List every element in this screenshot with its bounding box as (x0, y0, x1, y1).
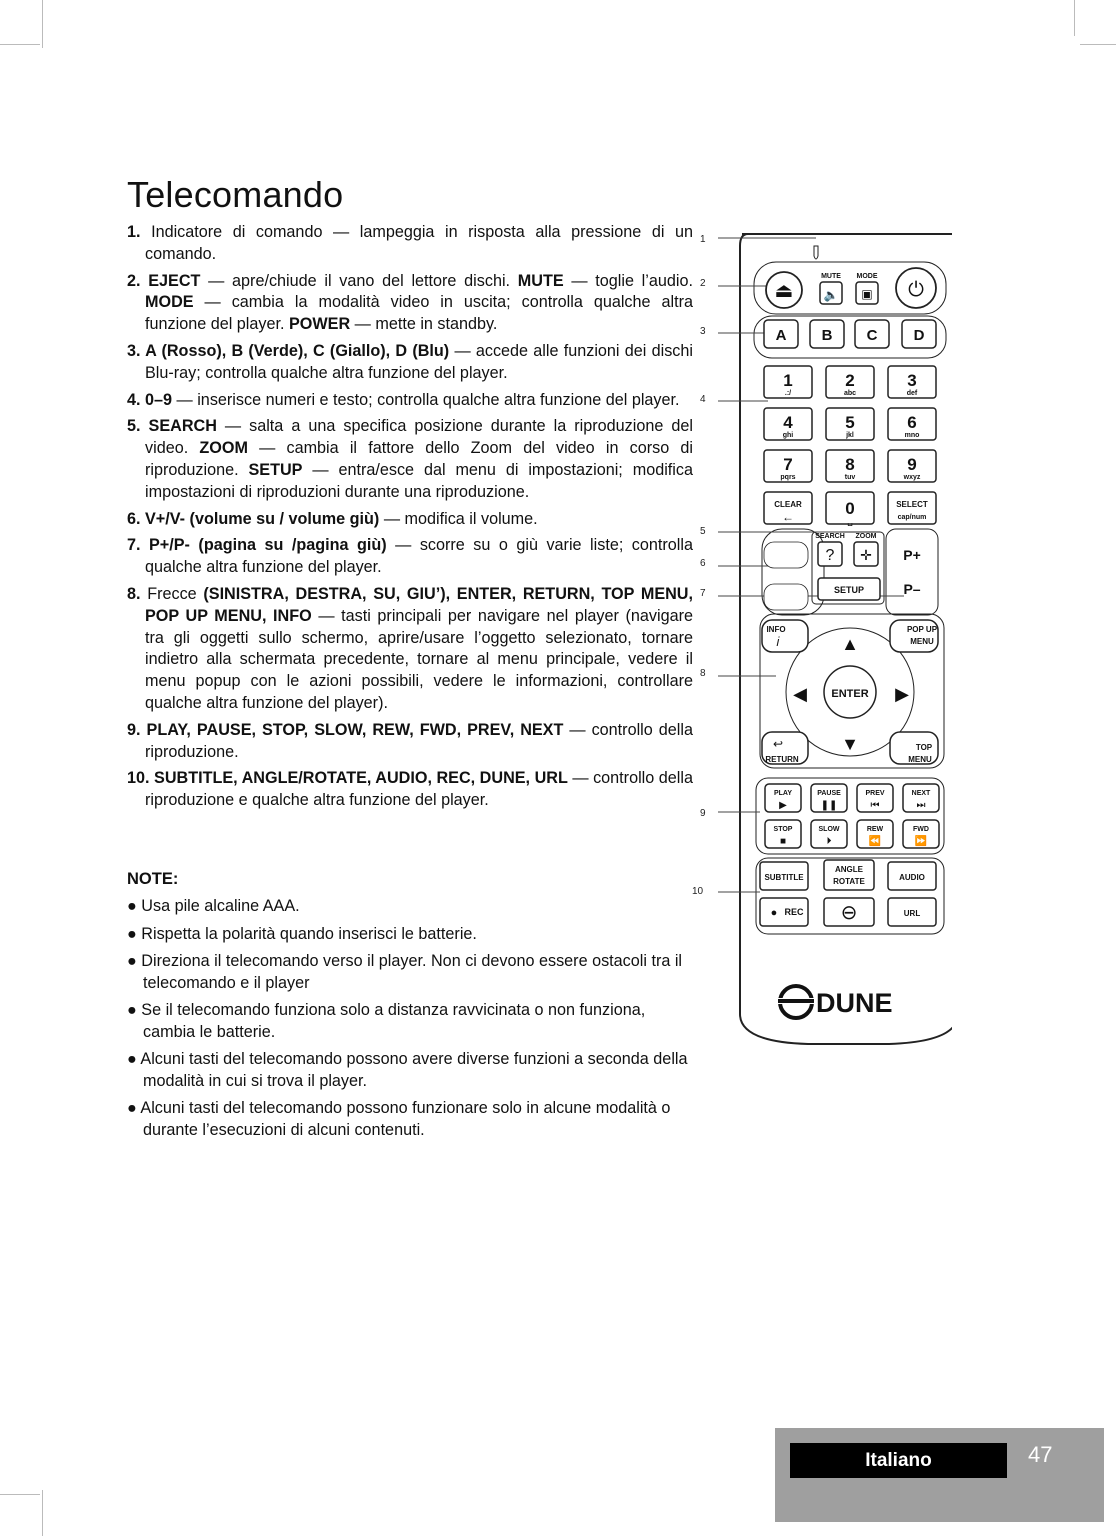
bullet-icon: ● (127, 1001, 142, 1019)
list-item (127, 720, 693, 764)
item-text: — entra/esce dal menu di impostazioni; modifica impostazioni di riproduzioni durante una riproduzione. (145, 460, 693, 501)
item-text: — tasti principali per navigare nel player (navigare tra gli oggetti sullo schermo, aprire/usare l’oggetto selezionato, tornare indietro alla schermata precedente, tornare al menu principale, vedere il menu popup con le azioni possibili, vedere le informazioni, controllare qualche altra funzione del player). (145, 606, 693, 712)
arrow-right-icon: ▶ (895, 684, 909, 704)
item-number: 3. (127, 341, 141, 360)
callout-number: 4 (700, 394, 706, 405)
return-label: RETURN (765, 755, 799, 764)
zoom-label: ZOOM (855, 533, 877, 540)
key-name: V+/V- (volume su / volume giù) (140, 509, 380, 528)
popup-label: POP UP (906, 625, 938, 634)
key-name: 0–9 (140, 390, 173, 409)
rew-icon: ⏪ (868, 836, 882, 847)
digit-label: 0 (845, 499, 855, 518)
digit-letters: ghi (782, 432, 794, 439)
dune-icon: ⊖ (840, 902, 858, 924)
callout-number: 10 (692, 886, 704, 897)
zoom-icon: ✛ (860, 547, 872, 563)
angle-label: ANGLE (835, 865, 863, 874)
setup-label: SETUP (833, 585, 865, 595)
item-text: — cambia il fattore dello Zoom del video in corso di riproduzione. (145, 439, 693, 479)
key-name: PLAY, PAUSE, STOP, SLOW, REW, FWD, PREV, NEXT (140, 720, 564, 739)
list-item (127, 584, 693, 715)
rec-icon: ● (770, 907, 778, 919)
notes-list (127, 896, 693, 1147)
item-text: — controllo della riproduzione e qualche altra funzione del player. (145, 769, 693, 810)
item-text: — scorre su o giù varie liste; controlla qualche altra funzione del player. (145, 536, 693, 577)
note-title: NOTE: (127, 870, 179, 888)
key-name: SETUP (248, 460, 303, 479)
rec-label: REC (784, 907, 804, 917)
indicator-icon (814, 246, 818, 259)
note-item (127, 1000, 693, 1043)
item-text: — modifica il volume. (379, 509, 538, 528)
play-label: PLAY (773, 790, 793, 797)
digit-letters: def (906, 390, 918, 397)
rotate-label: ROTATE (833, 877, 865, 886)
note-item (127, 924, 693, 946)
key-name: MUTE (517, 271, 564, 290)
info-label: INFO (766, 625, 786, 634)
select-label: SELECT (896, 500, 928, 509)
crop-mark (1074, 0, 1075, 36)
fwd-label: FWD (913, 826, 929, 833)
rew-label: REW (866, 826, 884, 833)
key-name: ZOOM (199, 439, 248, 458)
search-icon: ? (825, 547, 835, 564)
top-menu-label: MENU (908, 755, 932, 764)
digit-label: 1 (783, 371, 793, 390)
page-up-label: P+ (903, 547, 921, 563)
key-name: EJECT (140, 271, 201, 290)
item-number: 4. (127, 390, 141, 409)
digit-label: 5 (845, 413, 855, 432)
digit-letters: jkl (846, 432, 854, 439)
item-text: — inserisce numeri e testo; controlla qualche altra funzione del player. (172, 390, 680, 409)
item-text: — apre/chiude il vano del lettore dischi. (200, 271, 518, 290)
info-icon: 𝑖 (776, 634, 780, 649)
mute-icon: 🔈 (823, 288, 839, 302)
volume-up-button[interactable] (764, 542, 808, 568)
digit-letters: tuv (844, 474, 856, 481)
search-label: SEARCH (815, 533, 845, 540)
item-number: 10. (127, 769, 150, 788)
mode-label: MODE (856, 273, 878, 280)
item-text: — salta a una specifica posizione durante la riproduzione del video. (145, 417, 693, 458)
note-text: Rispetta la polarità quando inserisci le batterie. (141, 924, 477, 943)
clear-label: CLEAR (774, 500, 802, 509)
note-text: Se il telecomando funziona solo a distanza ravvicinata o non funziona, cambia le batterie. (141, 1001, 646, 1041)
item-number: 6. (127, 509, 141, 528)
next-label: NEXT (911, 790, 931, 797)
callout-number: 7 (700, 588, 706, 599)
callout-number: 1 (700, 234, 706, 245)
arrow-left-icon: ◀ (793, 684, 807, 704)
item-number: 9. (127, 720, 141, 739)
note-text: Alcuni tasti del telecomando possono funzionare solo in alcune modalità o durante l’esecuzioni di alcuni contenuti. (140, 1099, 671, 1139)
space-icon: ␣ (847, 516, 853, 526)
dune-logo-icon (776, 986, 816, 1018)
list-item (127, 509, 693, 531)
key-name: (SINISTRA, DESTRA, SU, GIU’), ENTER, RETURN, TOP MENU, POP UP MENU, INFO (145, 584, 693, 625)
key-name: SUBTITLE, ANGLE/ROTATE, AUDIO, REC, DUNE, URL (149, 769, 568, 788)
top-label: TOP (915, 743, 933, 752)
select-sublabel: cap/num (897, 514, 927, 521)
group-page (886, 529, 938, 615)
digit-letters: abc (843, 390, 857, 397)
note-text: Usa pile alcaline AAA. (141, 897, 300, 915)
volume-down-button[interactable] (764, 584, 808, 610)
note-text: Direziona il telecomando verso il player. Non ci devono essere ostacoli tra il telecomando e il player (141, 952, 683, 992)
bullet-icon: ● (127, 952, 142, 970)
color-key-label: D (913, 327, 925, 344)
bullet-icon: ● (127, 924, 142, 943)
digit-label: 6 (907, 413, 917, 432)
bullet-icon: ● (127, 1099, 141, 1117)
mute-label: MUTE (821, 273, 841, 280)
mode-icon: ▣ (861, 287, 873, 301)
stop-icon: ■ (779, 836, 787, 847)
audio-label: AUDIO (899, 873, 925, 882)
digit-letters: .:/ (784, 390, 792, 397)
list-item (127, 271, 693, 336)
arrow-down-icon: ▼ (841, 734, 859, 754)
crop-mark (1080, 44, 1116, 45)
digit-letters: pqrs (780, 474, 796, 481)
prev-icon: ⏮ (870, 800, 880, 811)
item-text: — mette in standby. (350, 315, 498, 334)
item-text: — accede alle funzioni dei dischi Blu-ray; controlla qualche altra funzione del player. (145, 341, 693, 382)
crop-mark (42, 1490, 43, 1536)
item-number: 7. (127, 536, 141, 555)
item-text: — cambia la modalità video in uscita; controlla qualche altra funzione del player. (145, 293, 693, 334)
note-text: Alcuni tasti del telecomando possono avere diverse funzioni a seconda della modalità in cui si trova il player. (140, 1050, 688, 1090)
key-name: A (Rosso), B (Verde), C (Giallo), D (Blu) (140, 341, 450, 360)
key-name: P+/P- (pagina su /pagina giù) (140, 536, 387, 555)
return-icon: ↩ (772, 737, 784, 751)
key-name: SEARCH (140, 417, 217, 436)
digit-label: 9 (907, 455, 917, 474)
list-item (127, 390, 693, 412)
bullet-icon: ● (127, 897, 142, 915)
item-number: 8. (127, 584, 141, 603)
key-name: POWER (289, 315, 351, 334)
list-item (127, 341, 693, 385)
pause-label: PAUSE (817, 790, 841, 797)
list-item (127, 768, 693, 812)
next-icon: ⏭ (916, 800, 926, 811)
digit-label: 2 (845, 371, 855, 390)
remote-control-diagram (690, 222, 952, 1052)
item-text: Frecce (140, 584, 204, 603)
note-item (127, 1049, 693, 1092)
slow-icon: ⏵ (826, 836, 832, 847)
description-list (127, 222, 693, 817)
item-text: — toglie l’audio. (563, 271, 693, 290)
play-icon: ▶ (779, 800, 787, 811)
digit-label: 7 (783, 455, 793, 474)
item-number: 1. (127, 223, 141, 241)
callout-number: 3 (700, 326, 706, 337)
brand-label: DUNE (816, 988, 893, 1018)
list-item (127, 222, 693, 266)
back-arrow-icon: ← (782, 510, 794, 524)
callout-number: 5 (700, 526, 706, 537)
note-item (127, 896, 693, 918)
crop-mark (0, 44, 40, 45)
color-key-label: B (821, 327, 833, 344)
key-name: MODE (145, 293, 194, 312)
note-item (127, 951, 693, 994)
slow-label: SLOW (818, 826, 840, 833)
pause-icon: ❚❚ (820, 800, 838, 811)
callout-number: 9 (700, 808, 706, 819)
subtitle-label: SUBTITLE (764, 873, 804, 882)
callout-number: 6 (700, 558, 706, 569)
crop-mark (42, 0, 43, 48)
language-label: Italiano (790, 1443, 1007, 1478)
callout-number: 8 (700, 668, 706, 679)
item-text: — controllo della riproduzione. (145, 720, 693, 761)
digit-letters: mno (904, 432, 920, 439)
item-number: 5. (127, 417, 141, 436)
url-label: URL (903, 909, 921, 918)
digit-label: 3 (907, 371, 917, 390)
popup-menu-label: MENU (910, 637, 934, 646)
bullet-icon: ● (127, 1050, 141, 1068)
callout-number: 2 (700, 278, 706, 289)
enter-label: ENTER (831, 688, 869, 700)
stop-label: STOP (773, 826, 793, 833)
fwd-icon: ⏩ (914, 836, 928, 847)
digit-label: 4 (783, 413, 793, 432)
list-item (127, 535, 693, 579)
page-number: 47 (1028, 1442, 1053, 1467)
power-icon: ⏻ (908, 279, 924, 301)
note-item (127, 1098, 693, 1141)
crop-mark (0, 1494, 40, 1495)
page-down-label: P– (903, 581, 921, 597)
arrow-up-icon: ▲ (841, 634, 859, 654)
digit-letters: wxyz (903, 474, 921, 481)
digit-label: 8 (845, 455, 855, 474)
page-title: Telecomando (127, 174, 344, 216)
eject-icon: ⏏ (774, 280, 794, 302)
list-item (127, 416, 693, 503)
item-number: 2. (127, 271, 141, 290)
prev-label: PREV (865, 790, 885, 797)
color-key-label: C (866, 327, 878, 344)
item-text: Indicatore di comando — lampeggia in risposta alla pressione di un comando. (140, 223, 693, 263)
color-key-label: A (775, 327, 787, 344)
